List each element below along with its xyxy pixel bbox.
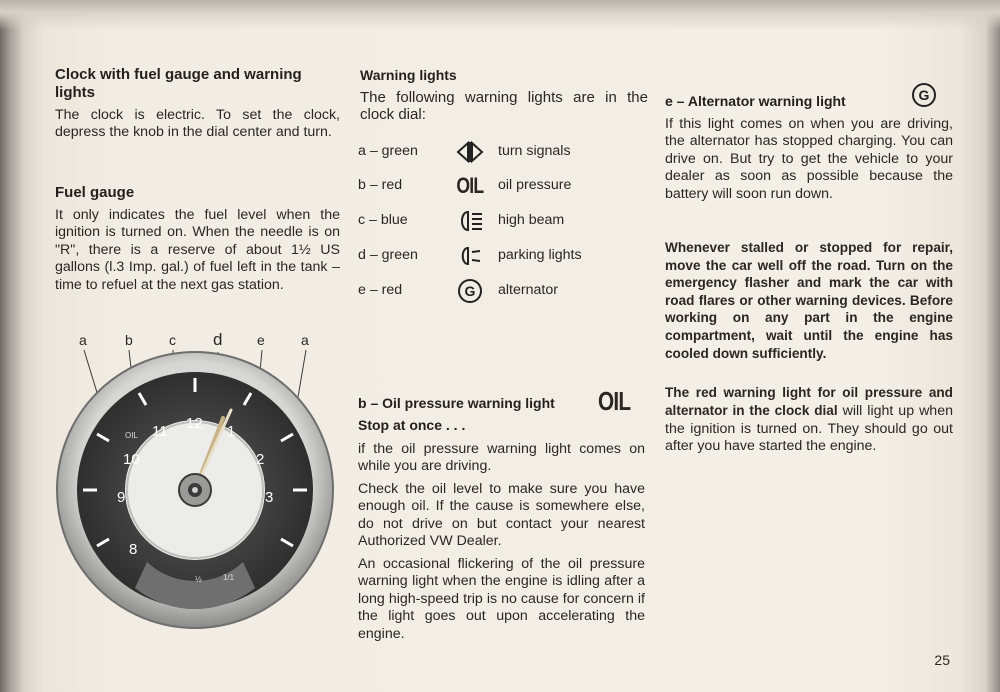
dial-numeral-12: 12 — [186, 415, 203, 432]
high-beam-icon — [450, 207, 490, 235]
lamp-row-oil-pressure — [358, 172, 648, 200]
alternator-paragraph: If this light comes on when you are driving, the alternator has stopped charging. You can drive on. But try to get the vehicle to your dealer as soon as possible because the battery will soon run down. — [665, 116, 953, 202]
parking-lights-icon — [450, 242, 490, 270]
dial-numeral-10: 10 — [123, 451, 140, 468]
oil-paragraph-3: An occasional flickering of the oil pressure warning light when the engine is idling after a long high-speed trip is no cause for concern if the light goes out upon accelerating the engine. — [358, 556, 645, 642]
alternator-heading-icon — [911, 82, 937, 113]
red-light-bold: The red warning light for oil pressure and alternator in the clock dial — [665, 385, 953, 419]
lamp-label: d – green — [358, 247, 418, 263]
dial-letter-a-right: a — [301, 332, 309, 348]
lamp-name: turn signals — [498, 143, 571, 159]
dial-numeral-1: 1 — [227, 423, 236, 440]
clock-heading: Clock with fuel gauge and warning lights — [55, 66, 302, 101]
dial-letter-a: a — [79, 332, 87, 348]
oil-pressure-heading: b – Oil pressure warning light — [358, 395, 555, 411]
turn-signal-arrows-icon — [450, 138, 490, 166]
stop-at-once: Stop at once . . . — [358, 417, 466, 433]
dial-letter-d: d — [213, 330, 223, 349]
oil-text-icon: OIL — [456, 173, 484, 198]
page-number: 25 — [934, 652, 950, 668]
lamp-name: high beam — [498, 212, 565, 228]
dial-oil-label: OIL — [125, 431, 138, 440]
lamp-row-turn-signals — [358, 138, 648, 166]
warning-lights-heading: Warning lights — [360, 67, 457, 83]
dial-numeral-11: 11 — [152, 423, 168, 440]
lamp-label: e – red — [358, 282, 403, 298]
dial-numeral-9: 9 — [117, 489, 126, 506]
dial-letter-e: e — [257, 332, 265, 348]
svg-text:G: G — [464, 283, 476, 299]
clock-paragraph: The clock is electric. To set the clock, depress the knob in the dial center and turn. — [55, 107, 340, 141]
dial-numeral-2: 2 — [256, 451, 265, 468]
lamp-label: a – green — [358, 143, 418, 159]
safety-warning: Whenever stalled or stopped for repair, move the car well off the road. Turn on the emergency flasher and mark the car with road flares or other warning devices. Before working on any part in the engine compartment, wait until the engine has cooled down sufficiently. — [665, 240, 953, 361]
lamp-row-parking-lights — [358, 242, 648, 270]
lamp-name: oil pressure — [498, 177, 572, 193]
fuel-paragraph: It only indicates the fuel level when the ignition is turned on. When the needle is on "R", there is a reserve of about 1½ US gallons (l.3 Imp. gal.) of fuel left in the tank – time to refuel at the next gas station. — [55, 207, 340, 293]
oil-heading-icon: OIL — [598, 386, 631, 416]
dial-half-label: ½ — [195, 575, 202, 584]
page-top-shadow — [0, 0, 1000, 30]
red-light-paragraph — [665, 384, 953, 456]
lamp-row-alternator — [358, 277, 648, 305]
svg-text:G: G — [918, 87, 930, 103]
fuel-heading: Fuel gauge — [55, 184, 135, 201]
clock-dial-illustration — [55, 330, 340, 630]
clock-dial-figure — [55, 330, 340, 630]
alternator-icon — [450, 277, 490, 305]
oil-paragraph-1: if the oil pressure warning light comes on while you are driving. — [358, 441, 645, 475]
red-light-rest: will light up when the ignition is turned on. They should go out after you have started the engine. — [665, 403, 953, 455]
warning-lights-intro: The following warning lights are in the clock dial: — [360, 89, 648, 124]
oil-paragraph-2: Check the oil level to make sure you have enough oil. If the cause is somewhere else, do not drive on but contact your nearest Authorized VW Dealer. — [358, 481, 645, 550]
lamp-label: b – red — [358, 177, 403, 193]
lamp-name: alternator — [498, 282, 558, 298]
lamp-name: parking lights — [498, 247, 582, 263]
dial-letter-c: c — [169, 332, 176, 348]
dial-numeral-8: 8 — [129, 541, 138, 558]
dial-full-label: 1/1 — [223, 573, 235, 582]
lamp-row-high-beam — [358, 207, 648, 235]
dial-letter-b: b — [125, 332, 133, 348]
alternator-heading: e – Alternator warning light — [665, 93, 846, 109]
lamp-label: c – blue — [358, 212, 408, 228]
dial-numeral-3: 3 — [265, 489, 274, 506]
